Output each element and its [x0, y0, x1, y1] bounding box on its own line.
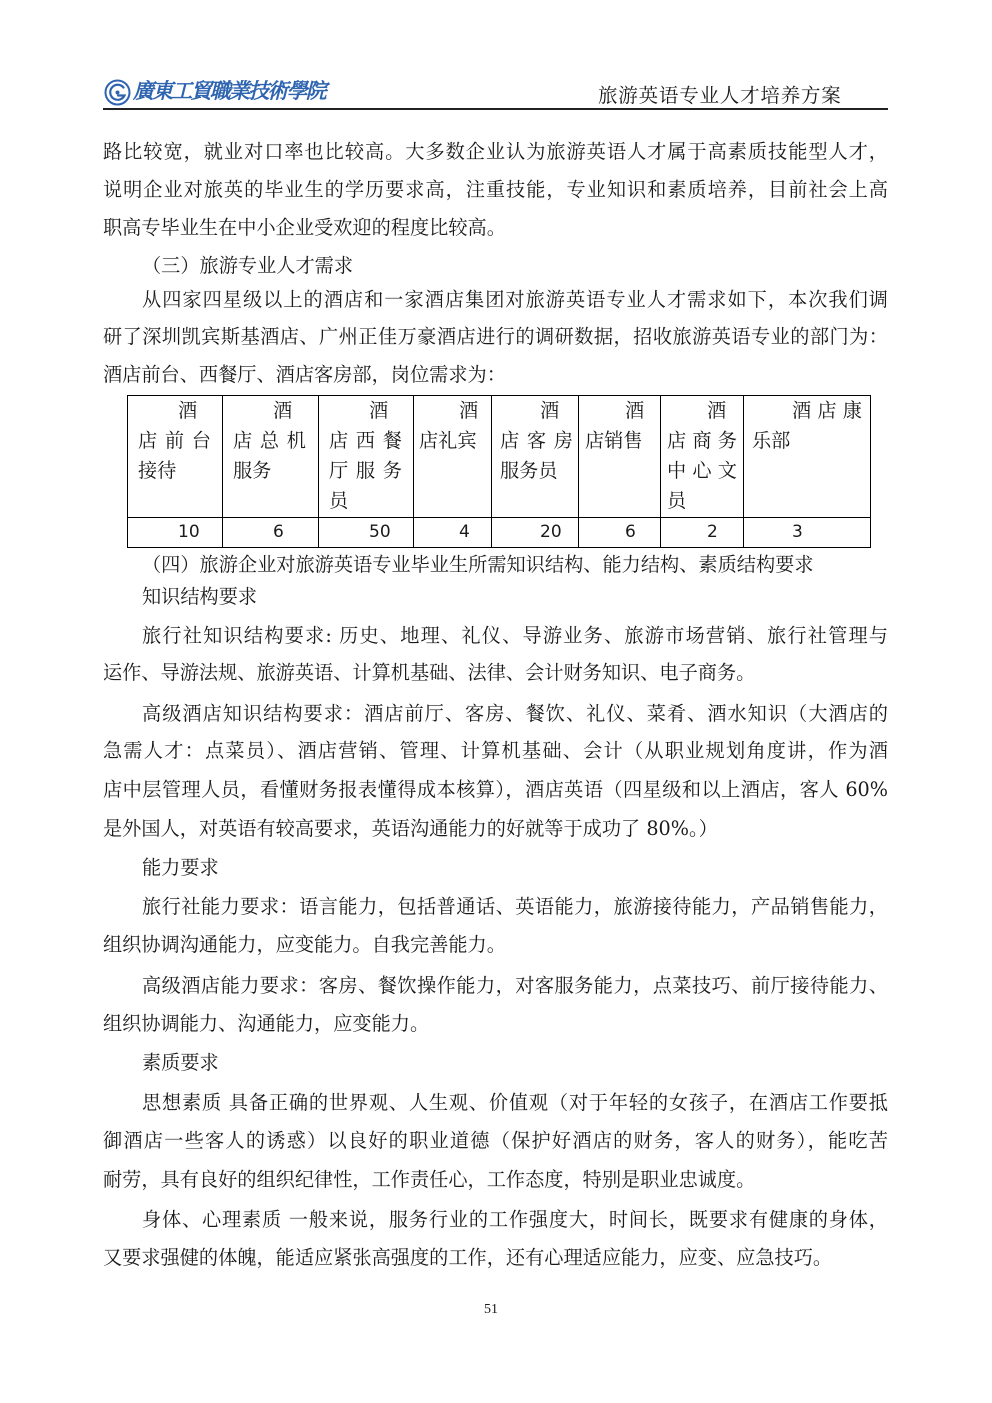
subsection-title: 知识结构要求 [142, 585, 258, 608]
section-heading: （三）旅游专业人才需求 [142, 254, 354, 277]
table-value-cell: 4 [414, 518, 492, 548]
subsection-title: 素质要求 [142, 1051, 219, 1074]
table-value-cell: 20 [492, 518, 579, 548]
body-line: 组织协调能力、沟通能力，应变能力。 [103, 1012, 430, 1035]
table-header-cell: 酒店客房服务员 [492, 396, 579, 518]
table-header-cell: 酒店商务中心文员 [661, 396, 744, 518]
body-line: 从四家四星级以上的酒店和一家酒店集团对旅游英语专业人才需求如下，本次我们调 [142, 288, 888, 311]
table-value-cell: 3 [744, 518, 871, 548]
body-line: 急需人才：点菜员）、酒店营销、管理、计算机基础、会计（从职业规划角度讲，作为酒 [103, 739, 888, 762]
table-header-cell: 酒店前台接待 [128, 396, 223, 518]
table-value-cell: 6 [223, 518, 319, 548]
body-line: 高级酒店知识结构要求：酒店前厅、客房、餐饮、礼仪、菜肴、酒水知识（大酒店的 [142, 702, 888, 725]
table-value-cell: 6 [579, 518, 661, 548]
body-line: 店中层管理人员，看懂财务报表懂得成本核算），酒店英语（四星级和以上酒店，客人 60% [103, 778, 888, 801]
college-logo-text: 廣東工貿職業技術學院 [133, 78, 325, 103]
body-line: 旅行社知识结构要求: 历史、地理、礼仪、导游业务、旅游市场营销、旅行社管理与 [142, 624, 888, 647]
table-header-cell: 酒店销售 [579, 396, 661, 518]
section-heading: （四）旅游企业对旅游英语专业毕业生所需知识结构、能力结构、素质结构要求 [142, 553, 814, 576]
table-value-cell: 2 [661, 518, 744, 548]
body-line: 运作、导游法规、旅游英语、计算机基础、法律、会计财务知识、电子商务。 [103, 661, 756, 684]
body-line: 耐劳，具有良好的组织纪律性，工作责任心，工作态度，特别是职业忠诚度。 [103, 1168, 756, 1191]
table-header-cell: 酒店康乐部 [744, 396, 871, 518]
table-value-cell: 10 [128, 518, 223, 548]
position-demand-table [127, 395, 871, 548]
body-line: 酒店前台、西餐厅、酒店客房部，岗位需求为： [103, 363, 506, 386]
body-line: 是外国人，对英语有较高要求，英语沟通能力的好就等于成功了 80%。） [103, 817, 718, 840]
body-line: 旅行社能力要求：语言能力，包括普通话、英语能力，旅游接待能力，产品销售能力， [142, 895, 888, 918]
body-line: 职高专毕业生在中小企业受欢迎的程度比较高。 [103, 216, 506, 239]
body-line: 路比较宽，就业对口率也比较高。大多数企业认为旅游英语人才属于高素质技能型人才， [103, 140, 888, 163]
header-divider [103, 108, 888, 110]
table-header-cell: 酒店礼宾 [414, 396, 492, 518]
body-line: 高级酒店能力要求：客房、餐饮操作能力，对客服务能力，点菜技巧、前厅接待能力、 [142, 974, 888, 997]
body-line: 身体、心理素质 一般来说，服务行业的工作强度大，时间长，既要求有健康的身体， [142, 1208, 888, 1231]
table-header-cell: 酒店总机服务 [223, 396, 319, 518]
document-title: 旅游英语专业人才培养方案 [598, 84, 842, 107]
subsection-title: 能力要求 [142, 856, 219, 879]
table-header-cell: 酒店西餐厅服务员 [319, 396, 414, 518]
page-number: 51 [484, 1302, 498, 1317]
body-line: 说明企业对旅英的毕业生的学历要求高，注重技能，专业知识和素质培养，目前社会上高 [103, 178, 888, 201]
body-line: 又要求强健的体魄，能适应紧张高强度的工作，还有心理适应能力，应变、应急技巧。 [103, 1246, 833, 1269]
table-value-cell: 50 [319, 518, 414, 548]
body-line: 御酒店一些客人的诱惑）以良好的职业道德（保护好酒店的财务，客人的财务），能吃苦 [103, 1129, 888, 1152]
body-line: 组织协调沟通能力，应变能力。自我完善能力。 [103, 933, 506, 956]
college-emblem-icon [104, 79, 131, 106]
body-line: 研了深圳凯宾斯基酒店、广州正佳万豪酒店进行的调研数据，招收旅游英语专业的部门为： [103, 325, 888, 348]
body-line: 思想素质 具备正确的世界观、人生观、价值观（对于年轻的女孩子，在酒店工作要抵 [142, 1091, 888, 1114]
